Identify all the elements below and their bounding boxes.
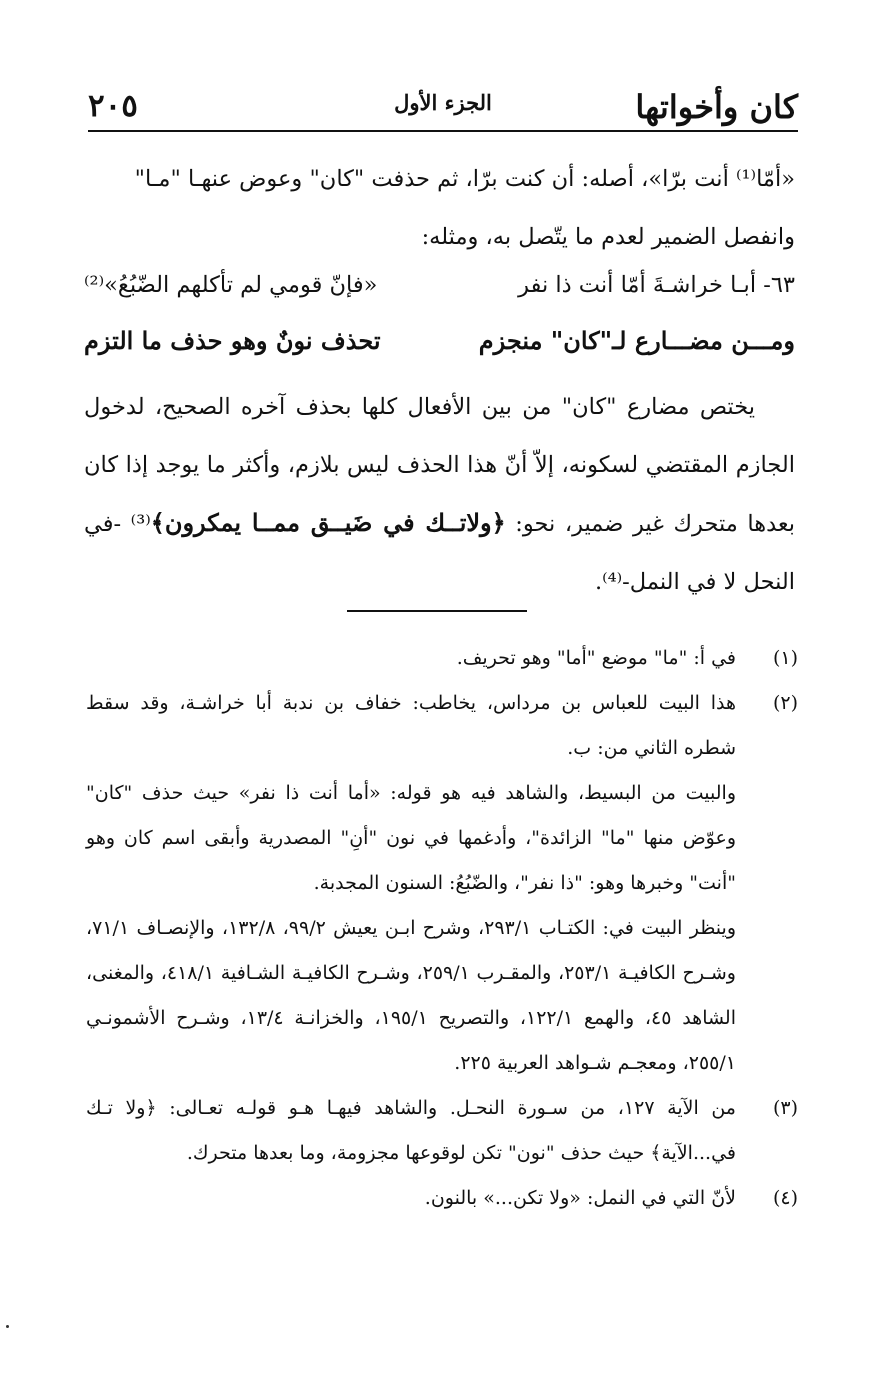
footnote-paragraph: والبيت من البسيط، والشاهد فيه هو قوله: «أما أنت ذا نفر» حيث حذف "كان" وعوّض منها "ما" الزائدة"، وأدغمها في نون "أنِ" المصدرية وأبقى اسم كان وهو "أنت" وخبرها وهو: "ذا نفر"، والضّبُعُ: السنون المجدبة. [86, 782, 736, 894]
text-line: وانفصل الضمير لعدم ما يتّصل به، ومثله: [421, 224, 795, 250]
footnote [86, 1086, 798, 1176]
verse-second-hemistich: «فإنّ قومي لم تأكلهم الضّبُعُ»⁽²⁾ [84, 272, 378, 298]
footnote-number: (٣) [772, 1097, 798, 1119]
footnote-paragraph: لأنّ التي في النمل: «ولا تكن...» بالنون. [424, 1187, 736, 1209]
paragraph-text: يختص مضارع "كان" من بين الأفعال كلها بحذف آخره الصحيح، لدخول الجازم المقتضي لسكونه، إلاّ أنّ هذا الحذف ليس بلازم، وأكثر ما يوجد إذا كان بعدها متحرك غير ضمير، نحو: [84, 394, 796, 537]
part-label: الجزء الأول [394, 90, 492, 115]
footnote-separator [347, 610, 527, 612]
footnote-text [86, 636, 736, 681]
main-text [84, 150, 795, 611]
running-header [88, 80, 798, 132]
footnote-text [86, 1176, 736, 1221]
verse-first-hemistich: ٦٣- أبـا خراشـةَ أمّا أنت ذا نفر [518, 272, 795, 298]
alfiya-first-hemistich: ومـــن مضـــارع لـ"كان" منجزم [478, 326, 795, 355]
footnote [86, 636, 798, 681]
footnote [86, 681, 798, 1086]
footnote-number: (١) [772, 647, 798, 669]
footnote-paragraph: وينظر البيت في: الكتـاب ٢٩٣/١، وشرح ابـن يعيش ٩٩/٢، ١٣٢/٨، والإنصـاف ٧١/١، وشـرح الكافيـة ٢٥٣/١، والمقـرب ٢٥٩/١، وشـرح الكافيـة الشـافية ٤١٨/١، والمغنى، الشاهد ٤٥، والهمع ١٢٢/١، والتصريح ١٩٥/١، والخزانـة ١٣/٤، وشـرح الأشمونـي ٢٥٥/١، ومعجـم شـواهد العربية ٢٢٥. [86, 917, 737, 1074]
poetry-verse [84, 266, 795, 322]
footnote-text [86, 681, 736, 1086]
scan-speck [6, 1325, 9, 1328]
quran-quote: ﴿ولاتــك في ضَيــق ممــا يمكرون﴾ [150, 508, 506, 537]
footnote-paragraph: من الآية ١٢٧، من سـورة النحـل. والشاهد فيهـا هـو قولـه تعـالى: ﴿ولا تـك في...الآية﴾ حيث حذف "نون" تكن لوقوعها مجزومة، وما بعدها متحرك. [86, 1097, 736, 1164]
footnote-text [86, 1086, 736, 1176]
explanation-paragraph [84, 378, 795, 611]
text-line: «أمّا⁽¹⁾ أنت برّا»، أصله: أن كنت برّا، ثم حذفت "كان" وعوض عنهـا "مـا" [134, 166, 795, 192]
page-number: ٢٠٥ [88, 88, 138, 124]
footnote-paragraph: في أ: "ما" موضع "أما" وهو تحريف. [456, 647, 736, 669]
footnotes [86, 636, 798, 1221]
alfiya-second-hemistich: تحذف نونٌ وهو حذف ما التزم [84, 326, 381, 355]
footnote-number: (٢) [772, 692, 798, 714]
alfiya-verse [84, 322, 795, 378]
footnote-number: (٤) [772, 1187, 798, 1209]
book-title: كان وأخواتها [635, 88, 798, 126]
paragraph-ending: ⁽³⁾ -في النحل لا في النمل-⁽⁴⁾. [84, 511, 795, 595]
footnote [86, 1176, 798, 1221]
footnote-paragraph: هذا البيت للعباس بن مرداس، يخاطب: خفاف بن ندبة أبا خراشـة، وقد سقط شطره الثاني من: ب. [86, 692, 736, 759]
